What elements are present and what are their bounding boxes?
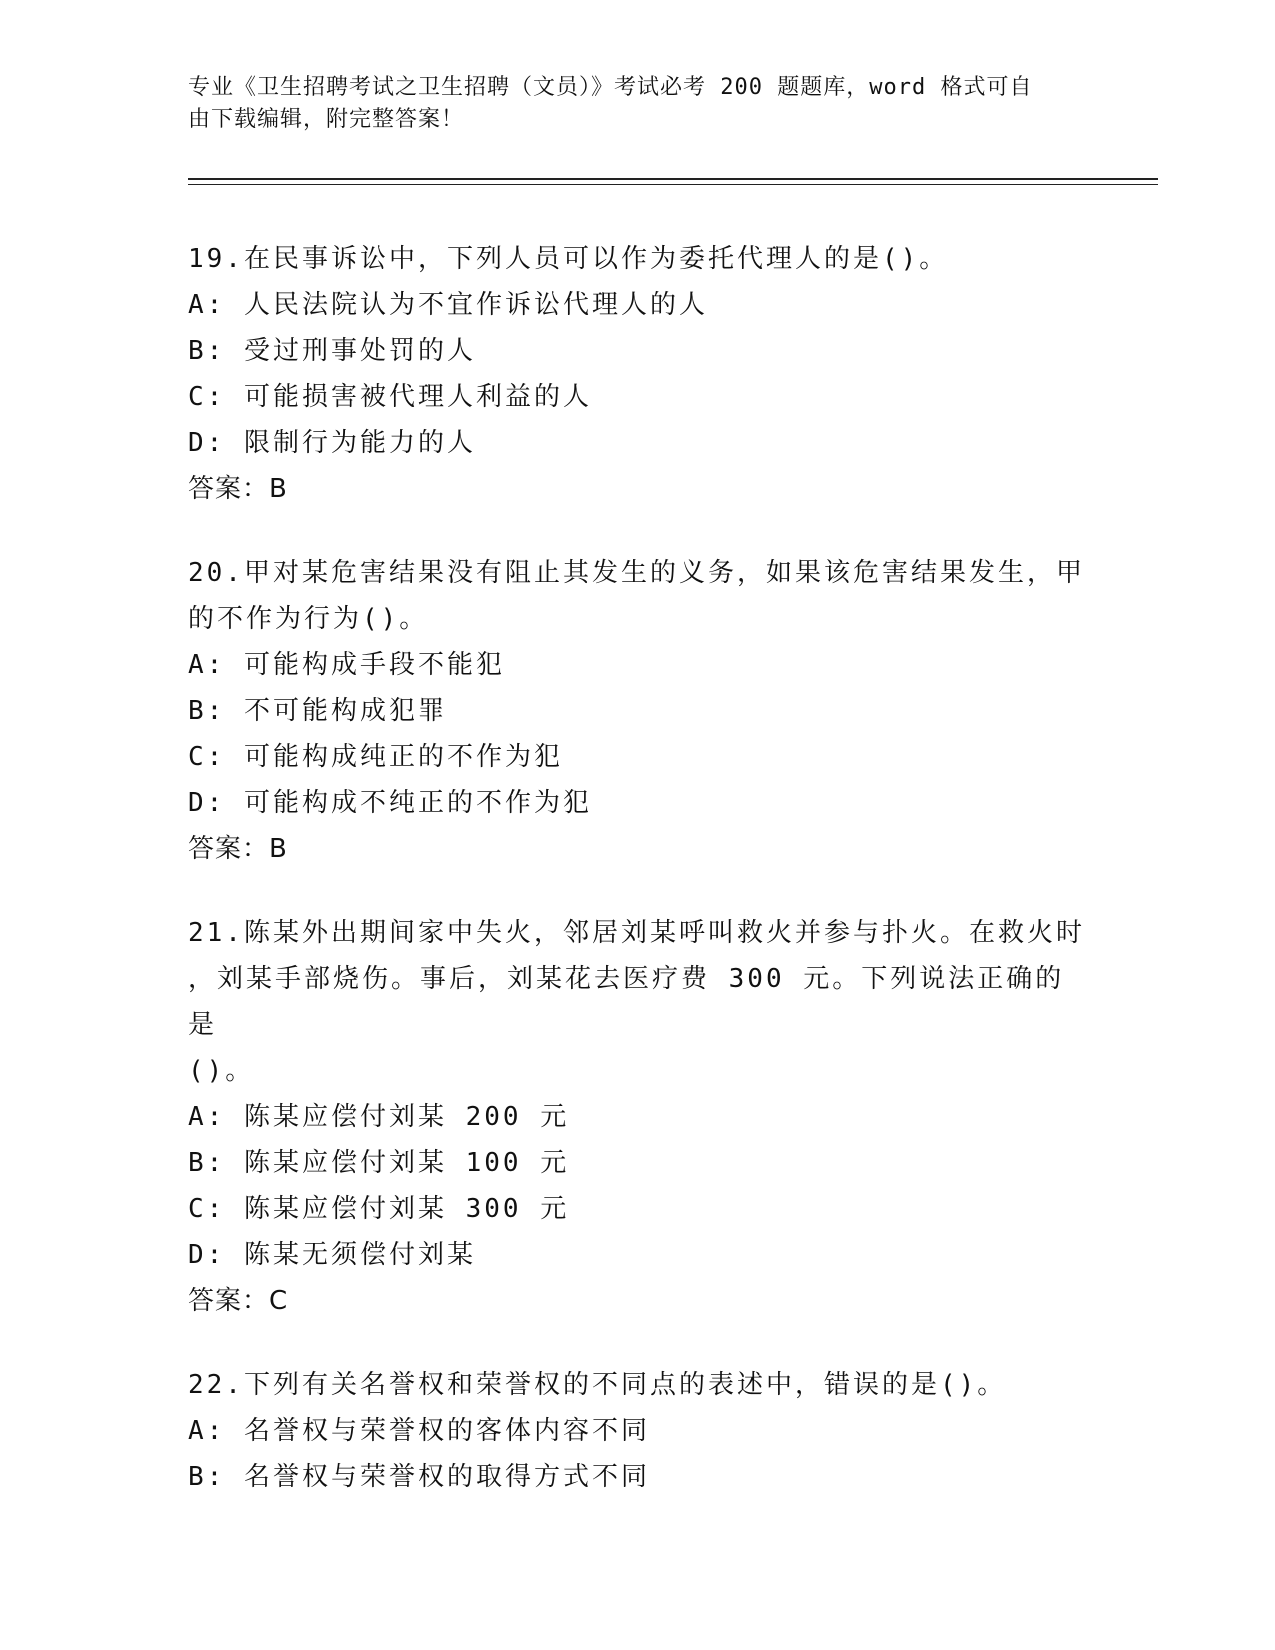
option-c: C: 陈某应偿付刘某 300 元 [188,1194,570,1224]
document-header [188,72,1068,136]
option-c: C: 可能损害被代理人利益的人 [188,382,592,412]
question-stem: ()。 [188,1056,255,1086]
option-a: A: 人民法院认为不宜作诉讼代理人的人 [188,290,708,320]
question-stem: 20.甲对某危害结果没有阻止其发生的义务，如果该危害结果发生，甲 [188,558,1085,588]
question-stem: 19.在民事诉讼中，下列人员可以作为委托代理人的是()。 [188,244,949,274]
answer-line: 答案：B [188,474,288,504]
question-list [188,236,1088,1538]
option-d: D: 限制行为能力的人 [188,428,476,458]
option-b: B: 受过刑事处罚的人 [188,336,476,366]
option-b: B: 名誉权与荣誉权的取得方式不同 [188,1462,650,1492]
header-line: 由下载编辑，附完整答案！ [188,107,465,132]
question-20 [188,550,1088,872]
header-divider-thin [188,184,1158,185]
question-stem: 21.陈某外出期间家中失火，邻居刘某呼叫救火并参与扑火。在救火时 [188,918,1085,948]
header-line: 专业《卫生招聘考试之卫生招聘（文员）》考试必考 200 题题库，word 格式可自 [188,75,1033,100]
option-a: A: 名誉权与荣誉权的客体内容不同 [188,1416,650,1446]
option-c: C: 可能构成纯正的不作为犯 [188,742,563,772]
question-stem: ，刘某手部烧伤。事后，刘某花去医疗费 300 元。下列说法正确的是 [188,964,1065,1040]
option-a: A: 可能构成手段不能犯 [188,650,505,680]
answer-line: 答案：B [188,834,288,864]
option-d: D: 陈某无须偿付刘某 [188,1240,476,1270]
question-stem: 的不作为行为()。 [188,604,429,634]
question-22 [188,1362,1088,1500]
option-b: B: 不可能构成犯罪 [188,696,447,726]
question-19 [188,236,1088,512]
option-b: B: 陈某应偿付刘某 100 元 [188,1148,570,1178]
answer-line: 答案：C [188,1286,289,1316]
question-stem: 22.下列有关名誉权和荣誉权的不同点的表述中，错误的是()。 [188,1370,1007,1400]
option-a: A: 陈某应偿付刘某 200 元 [188,1102,570,1132]
question-21 [188,910,1088,1324]
option-d: D: 可能构成不纯正的不作为犯 [188,788,592,818]
header-divider-thick [188,178,1158,180]
